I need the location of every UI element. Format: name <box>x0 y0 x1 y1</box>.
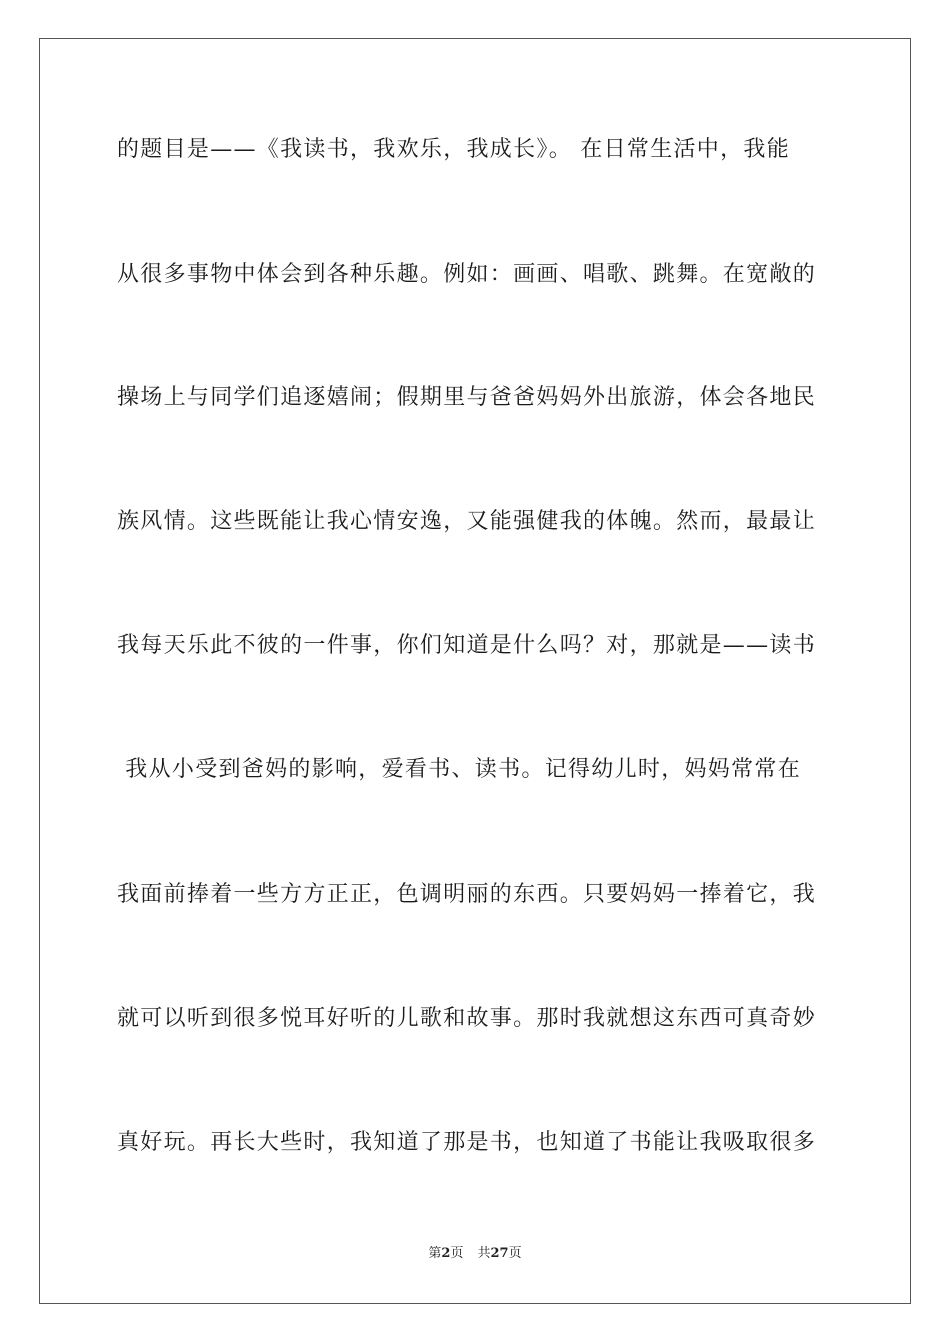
total-pages: 27 <box>490 1246 509 1261</box>
text-line: 操场上与同学们追逐嬉闹；假期里与爸爸妈妈外出旅游，体会各地民 <box>117 385 817 410</box>
text-line: 族风情。这些既能让我心情安逸，又能强健我的体魄。然而，最最让 <box>117 509 817 534</box>
total-label-suffix: 页 <box>508 1246 522 1261</box>
page-label-suffix: 页 <box>450 1246 464 1261</box>
text-line: 我从小受到爸妈的影响，爱看书、读书。记得幼儿时，妈妈常常在 <box>117 757 801 782</box>
page-footer <box>0 1246 950 1262</box>
page-border <box>39 38 911 1304</box>
total-label-prefix: 共 <box>477 1246 491 1261</box>
text-line: 我每天乐此不彼的一件事，你们知道是什么吗？对，那就是——读书 <box>117 633 817 658</box>
text-line: 真好玩。再长大些时，我知道了那是书，也知道了书能让我吸取很多 <box>117 1130 817 1155</box>
text-line: 的题目是——《我读书，我欢乐，我成长》。 在日常生活中，我能 <box>117 137 790 162</box>
text-line: 就可以听到很多悦耳好听的儿歌和故事。那时我就想这东西可真奇妙 <box>117 1006 817 1031</box>
page-number: 2 <box>441 1246 451 1261</box>
text-line: 从很多事物中体会到各种乐趣。例如：画画、唱歌、跳舞。在宽敞的 <box>117 262 817 287</box>
page-label-prefix: 第 <box>428 1246 442 1261</box>
text-line: 我面前捧着一些方方正正，色调明丽的东西。只要妈妈一捧着它，我 <box>117 882 817 907</box>
